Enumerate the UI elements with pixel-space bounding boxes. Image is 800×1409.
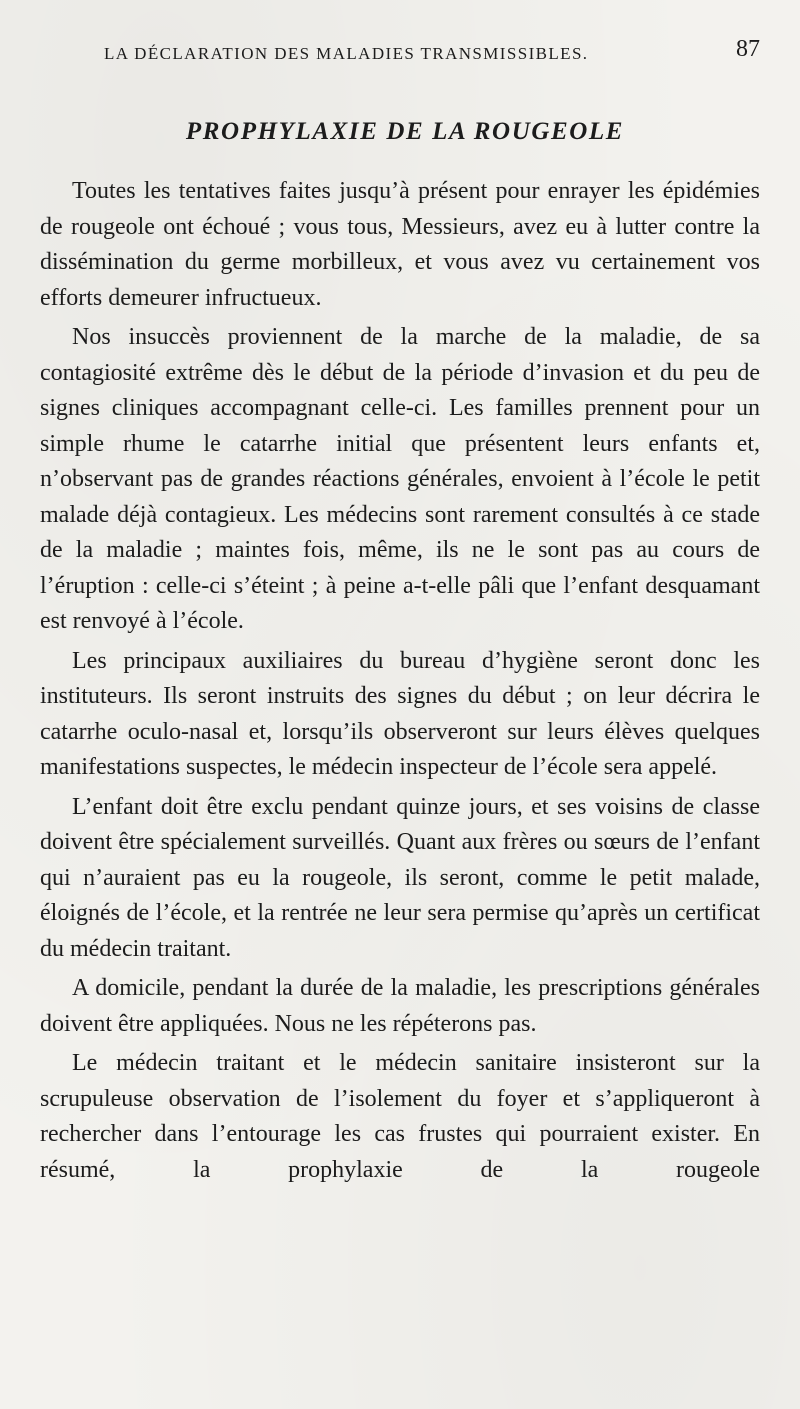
body-text <box>40 174 760 1188</box>
section-title: PROPHYLAXIE DE LA ROUGEOLE <box>185 118 625 145</box>
paragraph: L’enfant doit être exclu pendant quinze jours, et ses voisins de classe doivent être spécialement surveillés. Quant aux frères ou sœurs de l’enfant qui n’auraient pas eu la rougeole, ils seront, comme le petit malade, éloignés de l’école, et la rentrée ne leur sera permise qu’après un certificat du médecin traitant. <box>40 793 760 962</box>
paragraph: Nos insuccès proviennent de la marche de la maladie, de sa contagiosité extrême dès le début de la période d’invasion et du peu de signes cliniques accompagnant celle-ci. Les familles prennent pour un simple rhume le catarrhe initial que présentent leurs enfants et, n’observant pas de grandes réactions générales, envoient à l’école le petit malade déjà contagieux. Les médecins sont rarement consultés à ce stade de la maladie ; maintes fois, même, ils ne le sont pas au cours de l’éruption : celle-ci s’éteint ; à peine a-t-elle pâli que l’enfant desquamant est renvoyé à l’école. <box>40 324 760 634</box>
paragraph: Le médecin traitant et le médecin sanitaire insisteront sur la scrupuleuse observation de l’isolement du foyer et s’appliqueront à rechercher dans l’entourage les cas frustes qui pourraient exister. En résumé, la prophylaxie de la rougeole <box>40 1050 760 1183</box>
paragraph: Les principaux auxiliaires du bureau d’hygiène seront donc les instituteurs. Ils seront instruits des signes du début ; on leur décrira le catarrhe oculo-nasal et, lorsqu’ils observeront sur leurs élèves quelques manifestations suspectes, le médecin inspecteur de l’école sera appelé. <box>40 647 760 780</box>
paragraph: Toutes les tentatives faites jusqu’à présent pour enrayer les épidémies de rougeole ont échoué ; vous tous, Messieurs, avez eu à lutter contre la dissémination du germe morbilleux, et vous avez vu certainement vos efforts demeurer infructueux. <box>40 178 760 311</box>
paragraph: A domicile, pendant la durée de la maladie, les prescriptions générales doivent être appliquées. Nous ne les répéterons pas. <box>40 975 760 1037</box>
page-number: 87 <box>736 36 760 62</box>
running-title: LA DÉCLARATION DES MALADIES TRANSMISSIBLES. <box>104 44 589 63</box>
running-head <box>40 28 760 68</box>
